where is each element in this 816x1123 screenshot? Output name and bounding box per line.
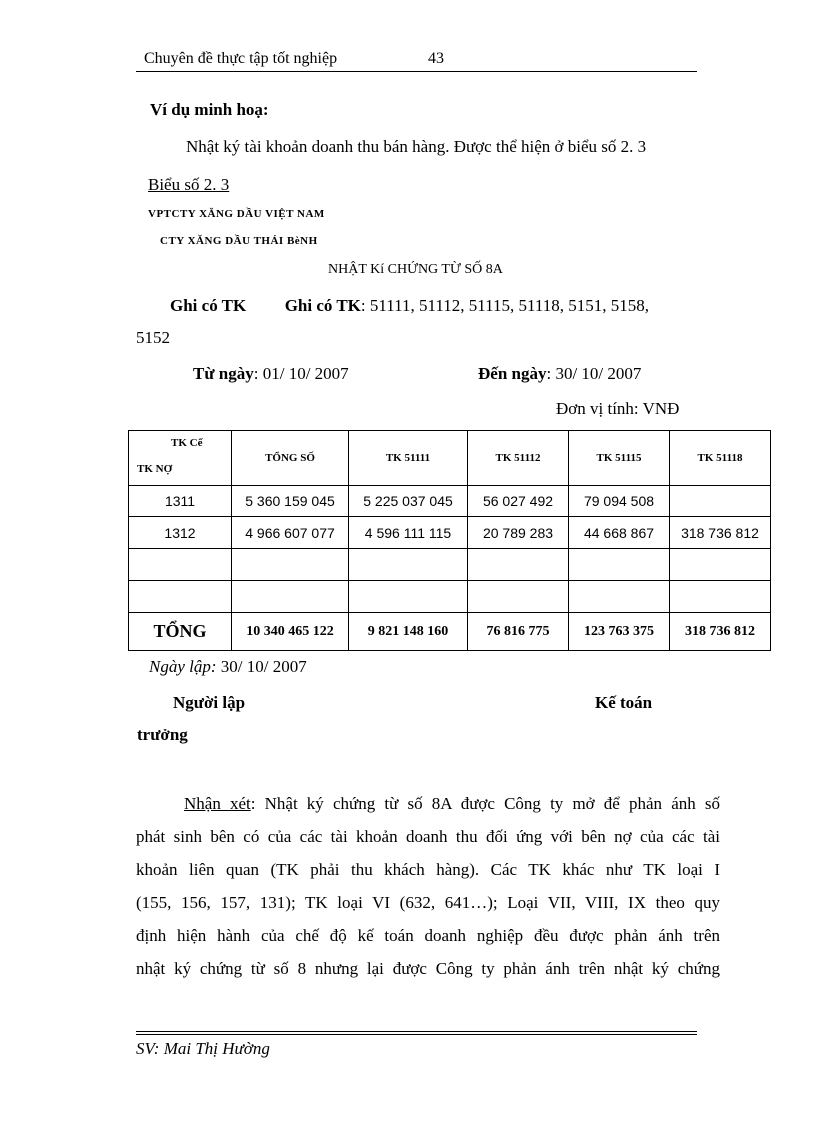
from-label: Từ ngày bbox=[193, 364, 254, 383]
remark-line bbox=[136, 787, 720, 820]
table-cell bbox=[129, 549, 232, 581]
table-cell: 1312 bbox=[129, 517, 232, 549]
table-cell: 44 668 867 bbox=[569, 517, 670, 549]
remark-line: phát sinh bên có của các tài khoản doanh thu đối ứng với bên nợ của các tài bbox=[136, 827, 720, 846]
period-from bbox=[193, 364, 349, 384]
date-made bbox=[149, 657, 307, 677]
form-label: Biểu số 2. 3 bbox=[148, 175, 230, 194]
col-header: TK 51118 bbox=[670, 431, 771, 486]
signature-accountant: Kế toán bbox=[595, 693, 653, 712]
page-number: 43 bbox=[428, 50, 444, 67]
from-value: : 01/ 10/ 2007 bbox=[253, 364, 349, 383]
credit-accounts-cont: 5152 bbox=[136, 328, 170, 347]
total-row bbox=[129, 613, 771, 651]
intro-text: Nhật ký tài khoản doanh thu bán hàng. Được thể hiện ở biểu số 2. 3 bbox=[186, 137, 647, 156]
credit-line bbox=[170, 296, 649, 316]
total-cell: 318 736 812 bbox=[670, 613, 771, 651]
table-cell: 79 094 508 bbox=[569, 486, 670, 517]
document-title: NHẬT Kí CHỨNG TỪ SỐ 8A bbox=[328, 262, 503, 277]
corner-bottom: TK NỢ bbox=[137, 463, 173, 475]
remark-line: khoản liên quan (TK phải thu khách hàng). Các TK khác như TK loại I bbox=[136, 860, 720, 879]
header-rule bbox=[136, 71, 697, 72]
total-cell: 76 816 775 bbox=[468, 613, 569, 651]
date-made-label: Ngày lập: bbox=[149, 657, 217, 676]
remark-text: : Nhật ký chứng từ số 8A được Công ty mở để phản ánh số bbox=[250, 794, 721, 813]
table-cell: 5 225 037 045 bbox=[349, 486, 468, 517]
corner-cell bbox=[129, 431, 232, 486]
remark-line: nhật ký chứng từ số 8 nhưng lại được Công ty phản ánh trên nhật ký chứng bbox=[136, 959, 720, 978]
remark-line: (155, 156, 157, 131); TK loại VI (632, 641…); Loại VII, VIII, IX theo quy bbox=[136, 893, 720, 912]
col-header: TỔNG SỐ bbox=[232, 431, 349, 486]
currency-unit: Đơn vị tính: VNĐ bbox=[556, 399, 680, 418]
table-cell: 20 789 283 bbox=[468, 517, 569, 549]
table-row bbox=[129, 517, 771, 549]
org-line-2: CTY XĂNG DẦU THÁI BèNH bbox=[160, 235, 318, 247]
credit-accounts: : 51111, 51112, 51115, 51118, 5151, 5158, bbox=[360, 296, 649, 315]
example-heading: Ví dụ minh hoạ: bbox=[150, 100, 269, 119]
total-cell: 10 340 465 122 bbox=[232, 613, 349, 651]
table-row bbox=[129, 549, 771, 581]
table-cell bbox=[468, 549, 569, 581]
signature-accountant-cont: trưởng bbox=[137, 725, 188, 744]
total-cell: 9 821 148 160 bbox=[349, 613, 468, 651]
table-cell bbox=[569, 549, 670, 581]
table-row bbox=[129, 486, 771, 517]
to-value: : 30/ 10/ 2007 bbox=[546, 364, 642, 383]
table-cell bbox=[232, 549, 349, 581]
table-cell bbox=[349, 581, 468, 613]
footer-rule-1 bbox=[136, 1031, 697, 1032]
org-line-1: VPTCTY XĂNG DẦU VIỆT NAM bbox=[148, 208, 325, 220]
table-cell: 4 966 607 077 bbox=[232, 517, 349, 549]
credit-label-1: Ghi có TK bbox=[170, 296, 247, 315]
date-made-value: 30/ 10/ 2007 bbox=[216, 657, 307, 676]
footer-student: SV: Mai Thị Hường bbox=[136, 1039, 270, 1058]
table-cell bbox=[569, 581, 670, 613]
to-label: Đến ngày bbox=[478, 364, 547, 383]
remark-label: Nhận xét bbox=[184, 794, 251, 813]
period-to bbox=[478, 364, 641, 384]
table-header-row bbox=[129, 431, 771, 486]
table-row bbox=[129, 581, 771, 613]
remark-paragraph bbox=[136, 787, 720, 985]
total-label: TỔNG bbox=[129, 613, 232, 651]
table-cell bbox=[670, 486, 771, 517]
col-header: TK 51112 bbox=[468, 431, 569, 486]
table-cell: 318 736 812 bbox=[670, 517, 771, 549]
header-title: Chuyên đề thực tập tốt nghiệp bbox=[144, 50, 338, 67]
table-cell bbox=[670, 581, 771, 613]
table-cell bbox=[468, 581, 569, 613]
table-cell bbox=[129, 581, 232, 613]
col-header: TK 51111 bbox=[349, 431, 468, 486]
credit-label-2: Ghi có TK bbox=[284, 296, 361, 315]
table-cell bbox=[670, 549, 771, 581]
signature-preparer: Người lập bbox=[173, 693, 246, 712]
journal-table bbox=[128, 430, 771, 651]
table-cell: 1311 bbox=[129, 486, 232, 517]
footer-rule-2 bbox=[136, 1034, 697, 1035]
table-cell bbox=[349, 549, 468, 581]
table-cell: 5 360 159 045 bbox=[232, 486, 349, 517]
corner-top: TK Cể bbox=[171, 437, 203, 449]
table-cell bbox=[232, 581, 349, 613]
total-cell: 123 763 375 bbox=[569, 613, 670, 651]
table-cell: 4 596 111 115 bbox=[349, 517, 468, 549]
col-header: TK 51115 bbox=[569, 431, 670, 486]
remark-line: định hiện hành của chế độ kế toán doanh nghiệp đều được phản ánh trên bbox=[136, 926, 720, 945]
table-cell: 56 027 492 bbox=[468, 486, 569, 517]
